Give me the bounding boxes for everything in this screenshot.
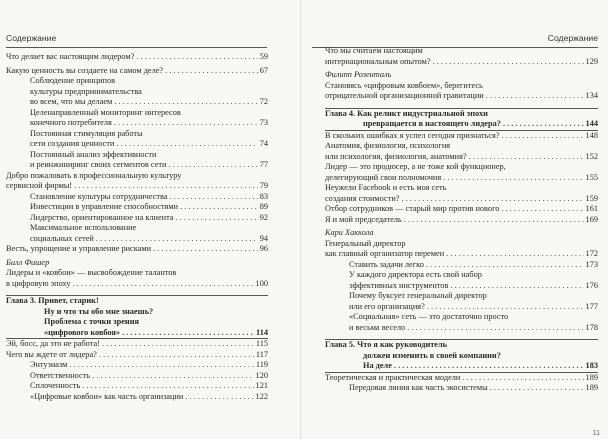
toc-entry: в цифровую эпоху . . . 100 — [6, 279, 268, 290]
toc-entry: Инвестиции в управление способностями . . . 89 — [6, 202, 268, 213]
chapter-3-block — [6, 295, 268, 339]
toc-entry-line: Добро пожаловать в профессиональную культуру — [6, 170, 182, 180]
toc-entry: сервисной фирмы! . . . 79 — [6, 181, 268, 192]
chapter-title-line: должен изменить в своей компании? — [363, 350, 501, 360]
toc-entry: Какую ценность вы создаете на самом деле? . . . 67 — [6, 66, 268, 77]
toc-entry: «Цифровые ковбои» как часть организации . . . 122 — [6, 392, 268, 403]
toc-entry-line: Максимальное использование — [30, 223, 137, 232]
toc-entry: Энтузиазм . . . 119 — [6, 360, 268, 371]
toc-entry: Я и мой председатель . . . 169 — [325, 215, 598, 226]
toc-entry: отрицательной организационной гравитации . . . 134 — [325, 91, 598, 102]
page-number: 11 — [592, 430, 600, 437]
toc-entry-line: Постоянный анализ эффективности — [30, 149, 157, 159]
toc-entry-line: Генеральный директор — [325, 238, 406, 248]
toc-entry-line: Что мы считаем настоящим — [325, 46, 423, 55]
toc-entry: социальных сетей . . . 94 — [6, 234, 268, 245]
running-header: Содержание — [6, 33, 57, 43]
toc-entry: В скольких ошибках я успел сегодня признаться? . . . 148 — [325, 131, 598, 142]
toc-entry: и реинжиниринг своих сегментов сети . . . 77 — [6, 160, 268, 171]
toc-entry-line: Анатомия, физиология, психология — [325, 141, 451, 150]
toc-entry: делегирующий свои полномочия . . . 155 — [325, 173, 598, 184]
toc-entry: во всем, что мы делаем . . . 72 — [6, 97, 268, 108]
toc-entry: Что делает вас настоящим лидером? . . . 59 — [6, 52, 268, 63]
toc-entry-line: Лидеры и «ковбои» — высвобождение талантов — [6, 268, 177, 277]
toc-entry: Сплоченность . . . 121 — [6, 381, 268, 392]
toc-entry-line: Почему буксует генеральный директор — [349, 291, 487, 300]
toc-entry: как главный организатор перемен . . . 172 — [325, 249, 598, 260]
chapter-title: Глава 4. Как реликт индустриальной эпохи — [325, 108, 488, 118]
author-name: Кари Хаккола — [325, 228, 374, 237]
toc-entry: «цифрового ковбоя» . . . 114 — [6, 328, 268, 339]
author-name: Билл Фишер — [6, 257, 50, 267]
toc-entry-line: Постоянная стимуляция работы — [30, 128, 143, 138]
toc-entry-line: У каждого директора есть свой набор — [349, 270, 482, 279]
toc-entry: Отбор сотрудников — старый мир против нового . . . 161 — [325, 204, 598, 215]
toc-entry: или психология, физиология, анатомия? . . . 152 — [325, 152, 598, 163]
toc-entry: интернациональным опытом? . . . 129 — [325, 57, 598, 68]
toc-entry-line: «Социальная» сеть — это достаточно просто — [349, 312, 509, 321]
chapter-title: Глава 3. Привет, старик! — [6, 296, 99, 305]
toc-entry: превращается в настоящего лидера? . . . 144 — [325, 119, 598, 130]
chapter-title-line: Проблема с точки зрения — [44, 317, 139, 326]
toc-entry-line: Целенаправленный мониторинг интересов — [30, 107, 181, 117]
right-page — [302, 0, 608, 439]
toc-entry: Ставить задачи легко . . . 173 — [325, 260, 598, 271]
toc-entry: Ответственность . . . 120 — [6, 371, 268, 382]
toc-entry: конечного потребителя . . . 73 — [6, 118, 268, 129]
toc-entry: Теоретическая и практическая модели . . . 189 — [325, 373, 598, 384]
toc-entry: Становление культуры сотрудничества . . . 83 — [6, 192, 268, 203]
running-header: Содержание — [547, 33, 598, 43]
toc-entry: эффективных инструментов . . . 176 — [325, 281, 598, 292]
toc-entry-line: культуры предпринимательства — [30, 86, 142, 96]
chapter-title-line: Ну и что ты обо мне знаешь? — [44, 306, 154, 316]
toc-entry: Передовая линия как часть экосистемы . . . 189 — [325, 383, 598, 394]
left-page — [0, 0, 300, 439]
toc-entry-line: Неужели Facebook и есть моя сеть — [325, 183, 447, 192]
toc-entry: сети создания ценности . . . 74 — [6, 139, 268, 150]
chapter-5-block — [325, 339, 598, 373]
toc-entry: Весть, упрощение и управление рисками . . . 96 — [6, 244, 268, 255]
toc-entry: или его организация? . . . 177 — [325, 302, 598, 313]
header-rule — [6, 47, 267, 48]
toc-entry: Лидерство, ориентированное на клиента . . . 92 — [6, 213, 268, 224]
toc-entry: создания стоимости? . . . 159 — [325, 194, 598, 205]
chapter-4-block — [325, 108, 598, 131]
toc-entry: Чего вы ждете от лидера? . . . 117 — [6, 350, 268, 361]
table-of-contents — [325, 46, 598, 394]
toc-entry: и весьма весело . . . 178 — [325, 323, 598, 334]
chapter-title: Глава 5. Что я как руководитель — [325, 340, 448, 349]
toc-entry-line: Становясь «цифровым ковбоем», берегитесь — [325, 80, 483, 90]
author-name: Филипп Розенталь — [325, 70, 392, 79]
toc-entry-line: Соблюдение принципов — [30, 76, 116, 85]
toc-entry: На деле . . . 183 — [325, 361, 598, 372]
table-of-contents — [6, 52, 268, 402]
toc-entry: Эй, босс, да это не работа! . . . 115 — [6, 339, 268, 350]
toc-entry-line: Лидер — это продюсер, а не тоже кой функционер, — [325, 162, 506, 171]
